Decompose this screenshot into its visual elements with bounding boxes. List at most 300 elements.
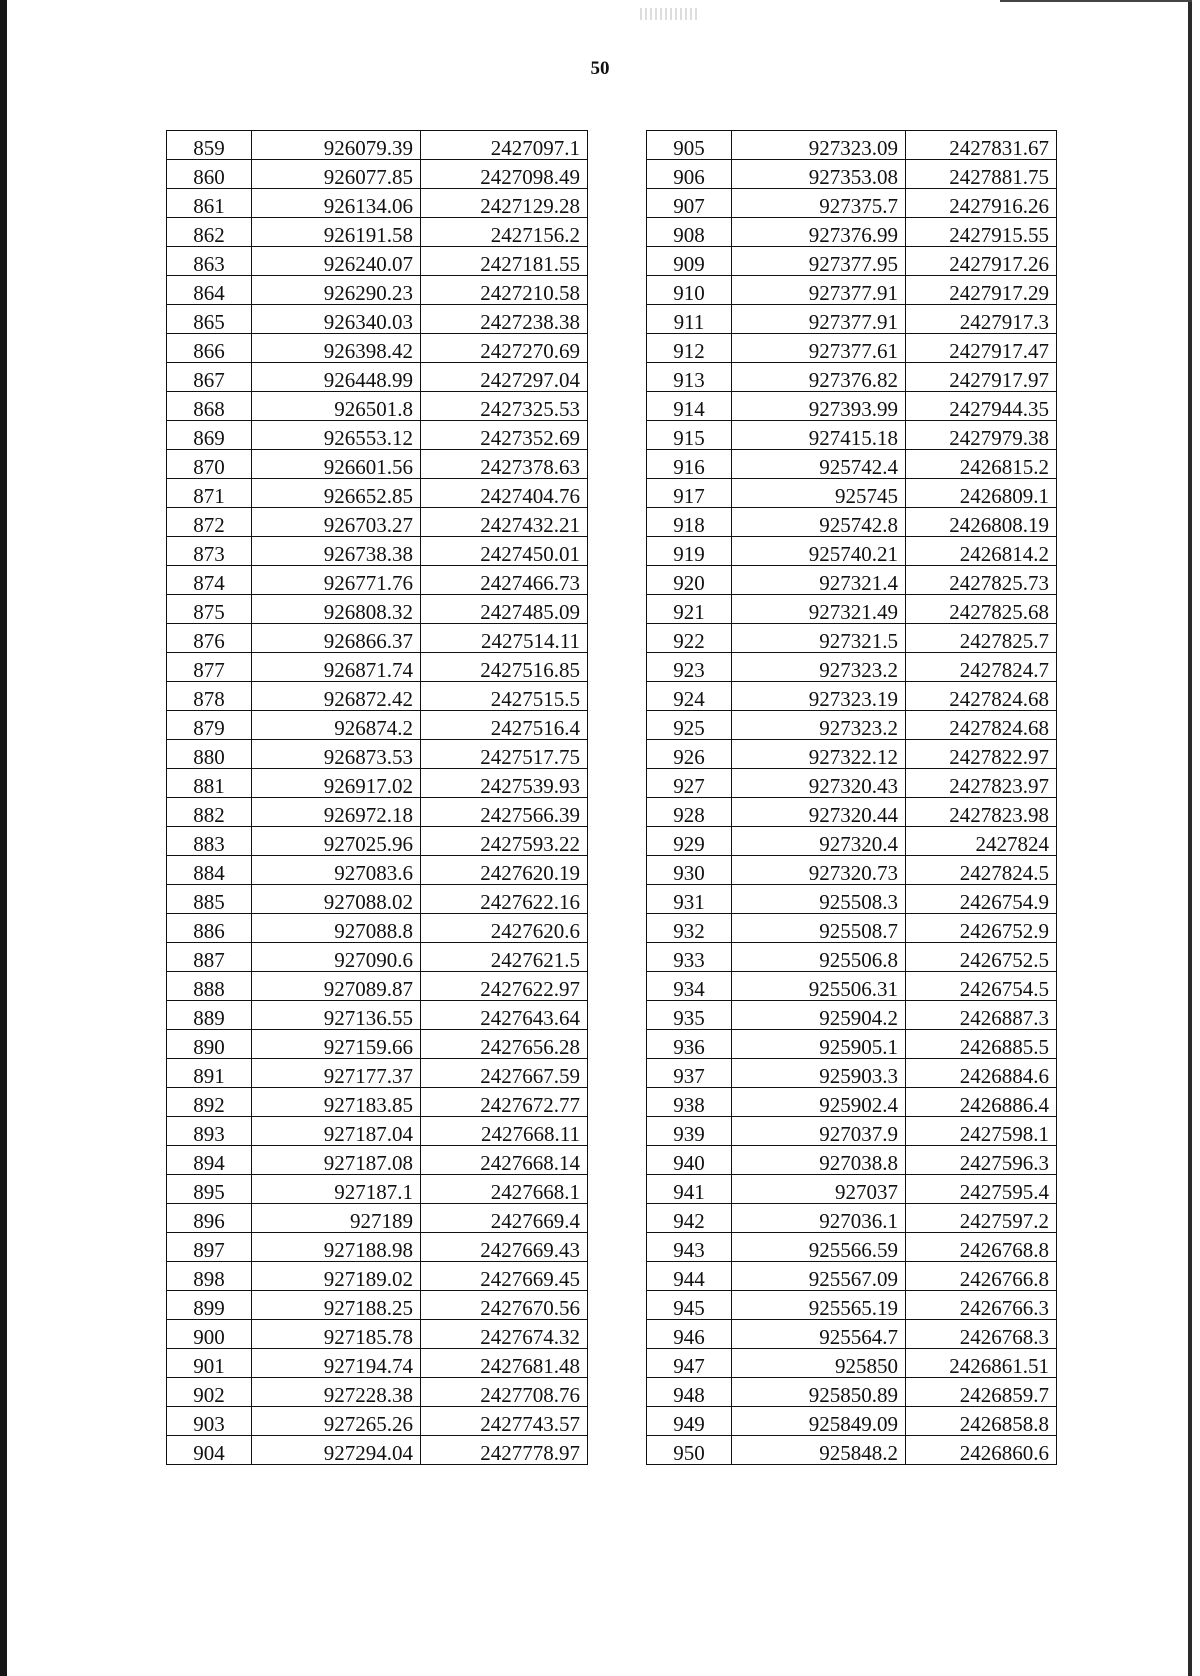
y-coordinate-cell: 2427566.39 [421,798,588,827]
table-row [647,856,1057,885]
x-coordinate-cell: 927320.44 [732,798,906,827]
scan-border-left [0,0,7,1676]
x-coordinate-cell: 927194.74 [252,1349,421,1378]
x-coordinate-cell: 927036.1 [732,1204,906,1233]
table-row [647,972,1057,1001]
table-row [647,247,1057,276]
table-row [647,1204,1057,1233]
table-row [167,1088,588,1117]
point-number-cell: 940 [647,1146,732,1175]
table-row [647,334,1057,363]
table-row [647,1117,1057,1146]
point-number-cell: 924 [647,682,732,711]
x-coordinate-cell: 925508.7 [732,914,906,943]
x-coordinate-cell: 925904.2 [732,1001,906,1030]
point-number-cell: 869 [167,421,252,450]
x-coordinate-cell: 925508.3 [732,885,906,914]
x-coordinate-cell: 925567.09 [732,1262,906,1291]
table-row [647,189,1057,218]
y-coordinate-cell: 2427643.64 [421,1001,588,1030]
x-coordinate-cell: 926191.58 [252,218,421,247]
x-coordinate-cell: 926601.56 [252,450,421,479]
x-coordinate-cell: 925740.21 [732,537,906,566]
table-row [167,305,588,334]
x-coordinate-cell: 927183.85 [252,1088,421,1117]
point-number-cell: 919 [647,537,732,566]
y-coordinate-cell: 2426754.5 [906,972,1057,1001]
x-coordinate-cell: 926501.8 [252,392,421,421]
point-number-cell: 860 [167,160,252,189]
table-row [647,769,1057,798]
y-coordinate-cell: 2427917.97 [906,363,1057,392]
point-number-cell: 876 [167,624,252,653]
y-coordinate-cell: 2427668.11 [421,1117,588,1146]
point-number-cell: 908 [647,218,732,247]
x-coordinate-cell: 927320.43 [732,769,906,798]
x-coordinate-cell: 927136.55 [252,1001,421,1030]
x-coordinate-cell: 927294.04 [252,1436,421,1465]
x-coordinate-cell: 926079.39 [252,131,421,160]
table-row [647,479,1057,508]
point-number-cell: 917 [647,479,732,508]
point-number-cell: 864 [167,276,252,305]
table-row [167,1146,588,1175]
point-number-cell: 863 [167,247,252,276]
point-number-cell: 927 [647,769,732,798]
point-number-cell: 895 [167,1175,252,1204]
y-coordinate-cell: 2427593.22 [421,827,588,856]
point-number-cell: 938 [647,1088,732,1117]
table-row [167,1436,588,1465]
y-coordinate-cell: 2426884.6 [906,1059,1057,1088]
x-coordinate-cell: 925506.31 [732,972,906,1001]
table-row [647,943,1057,972]
x-coordinate-cell: 926134.06 [252,189,421,218]
point-number-cell: 928 [647,798,732,827]
x-coordinate-cell: 925564.7 [732,1320,906,1349]
table-row [167,740,588,769]
x-coordinate-cell: 927393.99 [732,392,906,421]
table-row [647,1233,1057,1262]
y-coordinate-cell: 2427881.75 [906,160,1057,189]
point-number-cell: 879 [167,711,252,740]
x-coordinate-cell: 926652.85 [252,479,421,508]
table-row [167,653,588,682]
x-coordinate-cell: 925565.19 [732,1291,906,1320]
x-coordinate-cell: 925905.1 [732,1030,906,1059]
y-coordinate-cell: 2427516.85 [421,653,588,682]
y-coordinate-cell: 2427917.29 [906,276,1057,305]
y-coordinate-cell: 2427824 [906,827,1057,856]
table-row [167,479,588,508]
table-row [647,595,1057,624]
y-coordinate-cell: 2427598.1 [906,1117,1057,1146]
x-coordinate-cell: 926290.23 [252,276,421,305]
table-row [167,711,588,740]
point-number-cell: 874 [167,566,252,595]
point-number-cell: 909 [647,247,732,276]
point-number-cell: 875 [167,595,252,624]
y-coordinate-cell: 2427450.01 [421,537,588,566]
x-coordinate-cell: 927321.5 [732,624,906,653]
y-coordinate-cell: 2427917.47 [906,334,1057,363]
x-coordinate-cell: 926077.85 [252,160,421,189]
table-row [647,421,1057,450]
y-coordinate-cell: 2427823.98 [906,798,1057,827]
point-number-cell: 893 [167,1117,252,1146]
y-coordinate-cell: 2427915.55 [906,218,1057,247]
x-coordinate-cell: 927321.49 [732,595,906,624]
x-coordinate-cell: 927377.95 [732,247,906,276]
point-number-cell: 914 [647,392,732,421]
point-number-cell: 898 [167,1262,252,1291]
table-row [647,450,1057,479]
x-coordinate-cell: 927088.02 [252,885,421,914]
table-row [647,1059,1057,1088]
table-row [167,131,588,160]
table-row [647,1001,1057,1030]
y-coordinate-cell: 2427681.48 [421,1349,588,1378]
point-number-cell: 859 [167,131,252,160]
table-row [647,537,1057,566]
y-coordinate-cell: 2426808.19 [906,508,1057,537]
point-number-cell: 918 [647,508,732,537]
y-coordinate-cell: 2427944.35 [906,392,1057,421]
y-coordinate-cell: 2427516.4 [421,711,588,740]
y-coordinate-cell: 2427622.16 [421,885,588,914]
table-row [167,1175,588,1204]
x-coordinate-cell: 926917.02 [252,769,421,798]
point-number-cell: 872 [167,508,252,537]
y-coordinate-cell: 2426768.3 [906,1320,1057,1349]
point-number-cell: 884 [167,856,252,885]
x-coordinate-cell: 927189 [252,1204,421,1233]
table-row [167,1059,588,1088]
y-coordinate-cell: 2427129.28 [421,189,588,218]
y-coordinate-cell: 2427743.57 [421,1407,588,1436]
x-coordinate-cell: 926873.53 [252,740,421,769]
point-number-cell: 905 [647,131,732,160]
table-row [167,885,588,914]
x-coordinate-cell: 925506.8 [732,943,906,972]
x-coordinate-cell: 926808.32 [252,595,421,624]
table-row [647,1436,1057,1465]
y-coordinate-cell: 2427979.38 [906,421,1057,450]
y-coordinate-cell: 2427238.38 [421,305,588,334]
x-coordinate-cell: 926872.42 [252,682,421,711]
y-coordinate-cell: 2427596.3 [906,1146,1057,1175]
x-coordinate-cell: 925850.89 [732,1378,906,1407]
table-row [647,914,1057,943]
x-coordinate-cell: 926738.38 [252,537,421,566]
y-coordinate-cell: 2427270.69 [421,334,588,363]
table-row [167,450,588,479]
point-number-cell: 920 [647,566,732,595]
y-coordinate-cell: 2427620.19 [421,856,588,885]
table-row [167,1378,588,1407]
y-coordinate-cell: 2427669.43 [421,1233,588,1262]
y-coordinate-cell: 2427825.68 [906,595,1057,624]
x-coordinate-cell: 927320.73 [732,856,906,885]
table-row [167,218,588,247]
point-number-cell: 867 [167,363,252,392]
point-number-cell: 890 [167,1030,252,1059]
y-coordinate-cell: 2427825.73 [906,566,1057,595]
point-number-cell: 899 [167,1291,252,1320]
table-row [167,972,588,1001]
table-row [167,798,588,827]
x-coordinate-cell: 926340.03 [252,305,421,334]
x-coordinate-cell: 926771.76 [252,566,421,595]
table-row [167,595,588,624]
coordinates-table-left [166,130,588,1465]
table-row [167,247,588,276]
table-row [647,1030,1057,1059]
x-coordinate-cell: 927321.4 [732,566,906,595]
y-coordinate-cell: 2427656.28 [421,1030,588,1059]
x-coordinate-cell: 927375.7 [732,189,906,218]
point-number-cell: 931 [647,885,732,914]
x-coordinate-cell: 925745 [732,479,906,508]
x-coordinate-cell: 927265.26 [252,1407,421,1436]
y-coordinate-cell: 2426766.8 [906,1262,1057,1291]
y-coordinate-cell: 2426809.1 [906,479,1057,508]
x-coordinate-cell: 927088.8 [252,914,421,943]
x-coordinate-cell: 927376.82 [732,363,906,392]
x-coordinate-cell: 927323.2 [732,653,906,682]
y-coordinate-cell: 2427378.63 [421,450,588,479]
x-coordinate-cell: 927228.38 [252,1378,421,1407]
x-coordinate-cell: 925850 [732,1349,906,1378]
y-coordinate-cell: 2426768.8 [906,1233,1057,1262]
y-coordinate-cell: 2427667.59 [421,1059,588,1088]
y-coordinate-cell: 2427517.75 [421,740,588,769]
x-coordinate-cell: 927188.25 [252,1291,421,1320]
y-coordinate-cell: 2426814.2 [906,537,1057,566]
point-number-cell: 935 [647,1001,732,1030]
y-coordinate-cell: 2426815.2 [906,450,1057,479]
table-row [647,131,1057,160]
y-coordinate-cell: 2427674.32 [421,1320,588,1349]
x-coordinate-cell: 927187.04 [252,1117,421,1146]
x-coordinate-cell: 927159.66 [252,1030,421,1059]
x-coordinate-cell: 926866.37 [252,624,421,653]
point-number-cell: 942 [647,1204,732,1233]
table-row [647,740,1057,769]
point-number-cell: 916 [647,450,732,479]
y-coordinate-cell: 2427352.69 [421,421,588,450]
y-coordinate-cell: 2426887.3 [906,1001,1057,1030]
point-number-cell: 930 [647,856,732,885]
table-row [647,1291,1057,1320]
y-coordinate-cell: 2427672.77 [421,1088,588,1117]
point-number-cell: 911 [647,305,732,334]
point-number-cell: 943 [647,1233,732,1262]
x-coordinate-cell: 927090.6 [252,943,421,972]
y-coordinate-cell: 2427916.26 [906,189,1057,218]
x-coordinate-cell: 927323.09 [732,131,906,160]
y-coordinate-cell: 2427824.68 [906,711,1057,740]
x-coordinate-cell: 927187.1 [252,1175,421,1204]
x-coordinate-cell: 927083.6 [252,856,421,885]
y-coordinate-cell: 2427181.55 [421,247,588,276]
table-row [167,1320,588,1349]
point-number-cell: 950 [647,1436,732,1465]
y-coordinate-cell: 2427670.56 [421,1291,588,1320]
x-coordinate-cell: 926703.27 [252,508,421,537]
x-coordinate-cell: 927320.4 [732,827,906,856]
x-coordinate-cell: 927025.96 [252,827,421,856]
table-row [647,682,1057,711]
table-row [167,914,588,943]
y-coordinate-cell: 2427595.4 [906,1175,1057,1204]
table-row [647,711,1057,740]
table-row [647,1175,1057,1204]
y-coordinate-cell: 2427466.73 [421,566,588,595]
y-coordinate-cell: 2427668.14 [421,1146,588,1175]
point-number-cell: 861 [167,189,252,218]
y-coordinate-cell: 2427778.97 [421,1436,588,1465]
y-coordinate-cell: 2426886.4 [906,1088,1057,1117]
x-coordinate-cell: 926398.42 [252,334,421,363]
point-number-cell: 934 [647,972,732,1001]
y-coordinate-cell: 2427432.21 [421,508,588,537]
y-coordinate-cell: 2427514.11 [421,624,588,653]
y-coordinate-cell: 2427824.7 [906,653,1057,682]
point-number-cell: 880 [167,740,252,769]
table-row [167,1262,588,1291]
y-coordinate-cell: 2427210.58 [421,276,588,305]
point-number-cell: 881 [167,769,252,798]
point-number-cell: 921 [647,595,732,624]
point-number-cell: 945 [647,1291,732,1320]
point-number-cell: 888 [167,972,252,1001]
table-row [167,363,588,392]
table-row [167,276,588,305]
table-body [647,131,1057,1465]
table-body [167,131,588,1465]
table-row [167,827,588,856]
x-coordinate-cell: 925742.8 [732,508,906,537]
table-row [167,1407,588,1436]
y-coordinate-cell: 2427917.26 [906,247,1057,276]
scan-top-rule [1000,0,1192,2]
point-number-cell: 902 [167,1378,252,1407]
table-row [167,392,588,421]
point-number-cell: 878 [167,682,252,711]
table-row [647,1088,1057,1117]
table-row [647,1378,1057,1407]
point-number-cell: 922 [647,624,732,653]
point-number-cell: 910 [647,276,732,305]
y-coordinate-cell: 2426766.3 [906,1291,1057,1320]
table-row [167,334,588,363]
table-row [647,363,1057,392]
point-number-cell: 906 [647,160,732,189]
x-coordinate-cell: 927188.98 [252,1233,421,1262]
y-coordinate-cell: 2426885.5 [906,1030,1057,1059]
table-row [647,160,1057,189]
table-row [647,392,1057,421]
x-coordinate-cell: 926448.99 [252,363,421,392]
table-row [167,682,588,711]
point-number-cell: 946 [647,1320,732,1349]
x-coordinate-cell: 927037.9 [732,1117,906,1146]
y-coordinate-cell: 2427669.4 [421,1204,588,1233]
y-coordinate-cell: 2427831.67 [906,131,1057,160]
x-coordinate-cell: 927377.61 [732,334,906,363]
y-coordinate-cell: 2427621.5 [421,943,588,972]
table-row [647,1262,1057,1291]
table-row [167,1233,588,1262]
table-row [647,798,1057,827]
x-coordinate-cell: 927038.8 [732,1146,906,1175]
x-coordinate-cell: 927377.91 [732,305,906,334]
point-number-cell: 949 [647,1407,732,1436]
y-coordinate-cell: 2426754.9 [906,885,1057,914]
x-coordinate-cell: 927187.08 [252,1146,421,1175]
x-coordinate-cell: 927037 [732,1175,906,1204]
point-number-cell: 904 [167,1436,252,1465]
point-number-cell: 868 [167,392,252,421]
point-number-cell: 912 [647,334,732,363]
point-number-cell: 937 [647,1059,732,1088]
point-number-cell: 873 [167,537,252,566]
table-row [167,1030,588,1059]
point-number-cell: 896 [167,1204,252,1233]
point-number-cell: 923 [647,653,732,682]
point-number-cell: 913 [647,363,732,392]
x-coordinate-cell: 927415.18 [732,421,906,450]
x-coordinate-cell: 925902.4 [732,1088,906,1117]
table-row [167,1204,588,1233]
table-row [647,885,1057,914]
y-coordinate-cell: 2427669.45 [421,1262,588,1291]
y-coordinate-cell: 2427824.5 [906,856,1057,885]
table-row [167,189,588,218]
y-coordinate-cell: 2426860.6 [906,1436,1057,1465]
point-number-cell: 939 [647,1117,732,1146]
table-row [647,653,1057,682]
table-row [167,624,588,653]
point-number-cell: 932 [647,914,732,943]
x-coordinate-cell: 925849.09 [732,1407,906,1436]
y-coordinate-cell: 2426752.9 [906,914,1057,943]
point-number-cell: 886 [167,914,252,943]
table-row [647,218,1057,247]
y-coordinate-cell: 2427822.97 [906,740,1057,769]
table-row [647,508,1057,537]
y-coordinate-cell: 2427485.09 [421,595,588,624]
point-number-cell: 891 [167,1059,252,1088]
y-coordinate-cell: 2427917.3 [906,305,1057,334]
table-row [167,421,588,450]
y-coordinate-cell: 2427823.97 [906,769,1057,798]
point-number-cell: 903 [167,1407,252,1436]
y-coordinate-cell: 2427297.04 [421,363,588,392]
x-coordinate-cell: 926871.74 [252,653,421,682]
table-row [167,1001,588,1030]
point-number-cell: 936 [647,1030,732,1059]
point-number-cell: 907 [647,189,732,218]
table-row [647,1146,1057,1175]
x-coordinate-cell: 926874.2 [252,711,421,740]
point-number-cell: 889 [167,1001,252,1030]
point-number-cell: 900 [167,1320,252,1349]
x-coordinate-cell: 927322.12 [732,740,906,769]
y-coordinate-cell: 2427156.2 [421,218,588,247]
table-row [167,856,588,885]
